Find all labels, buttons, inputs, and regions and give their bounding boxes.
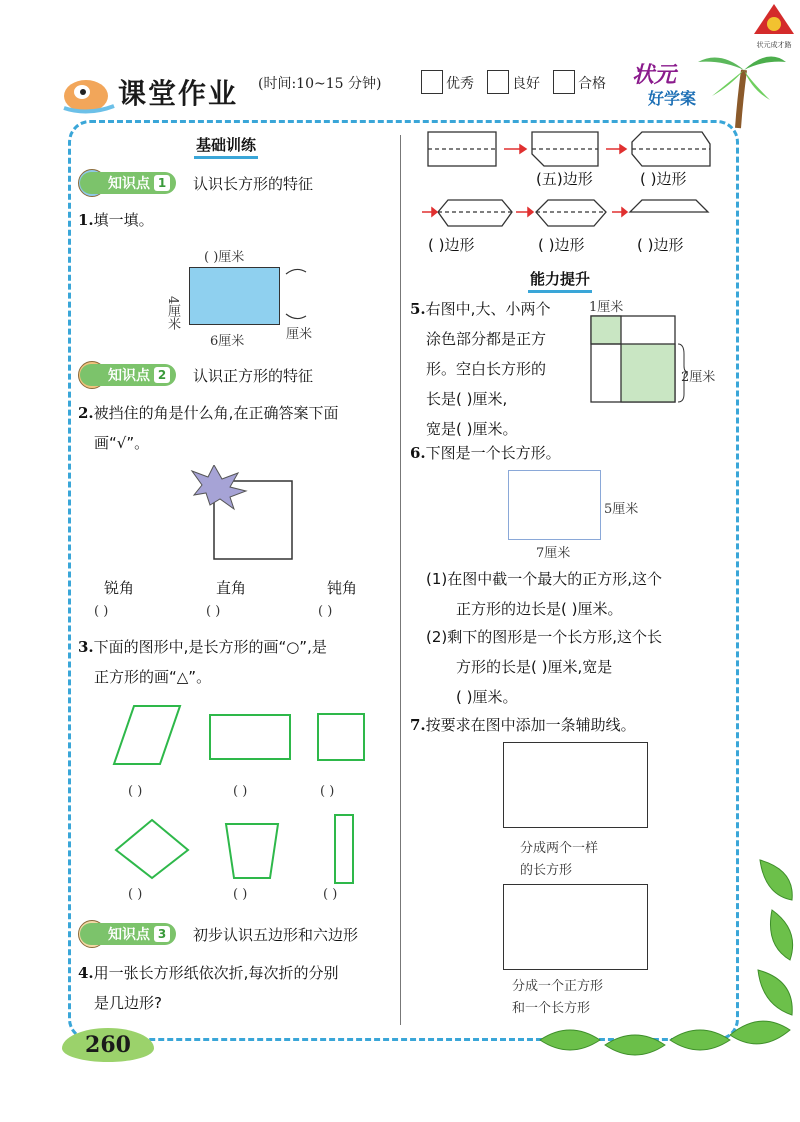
q6-sub1-line2: 正方形的边长是( )厘米。 bbox=[456, 600, 623, 618]
column-divider bbox=[400, 135, 401, 1025]
question-number: 5. bbox=[410, 300, 426, 318]
q3-paren-2[interactable]: ( ) bbox=[233, 784, 248, 799]
q3-shapes bbox=[110, 700, 390, 890]
option-obtuse: 钝角 bbox=[327, 579, 358, 597]
kp3-title: 初步认识五边形和六边形 bbox=[193, 926, 359, 944]
option-right: 直角 bbox=[216, 579, 247, 597]
corner-logo-icon bbox=[752, 2, 796, 49]
q1-left-label: 4厘米 bbox=[165, 296, 180, 331]
rating-label-good: 良好 bbox=[512, 76, 540, 92]
question-number: 2. bbox=[78, 404, 94, 422]
q5-line-2: 涂色部分都是正方 bbox=[426, 330, 547, 348]
kp2-title: 认识正方形的特征 bbox=[193, 367, 314, 385]
rating-checkbox-good[interactable] bbox=[487, 70, 509, 94]
rating-label-excellent: 优秀 bbox=[446, 76, 474, 92]
brand-bottom: 好学案 bbox=[648, 89, 697, 108]
rating-checkbox-excellent[interactable] bbox=[421, 70, 443, 94]
page-number: 260 bbox=[62, 1028, 154, 1062]
question-text: 填一填。 bbox=[93, 211, 154, 229]
q6-sub2-line3: ( )厘米。 bbox=[456, 688, 518, 706]
shape-thin-rectangle bbox=[335, 815, 353, 883]
rating-checkbox-pass[interactable] bbox=[553, 70, 575, 94]
q3-paren-4[interactable]: ( ) bbox=[128, 887, 143, 902]
fold-label-5: ( )边形 bbox=[637, 236, 684, 254]
rating-label-pass: 合格 bbox=[578, 76, 606, 92]
question-text: 下图是一个长方形。 bbox=[425, 444, 561, 462]
question-number: 6. bbox=[410, 444, 426, 462]
answer-paren-obtuse[interactable]: ( ) bbox=[318, 604, 333, 619]
fold-label-1: (五)边形 bbox=[536, 170, 593, 188]
question-5 bbox=[410, 294, 590, 444]
q1-right-label: 厘米 bbox=[286, 327, 313, 342]
question-text-line1: 用一张长方形纸依次折,每次折的分别 bbox=[93, 964, 339, 982]
q1-right-paren bbox=[282, 264, 312, 324]
shape-trapezoid bbox=[226, 824, 278, 878]
q1-top-label: ( )厘米 bbox=[204, 250, 245, 265]
q6-sub2-line1: (2)剩下的图形是一个长方形,这个长 bbox=[426, 628, 663, 646]
question-2 bbox=[78, 398, 398, 458]
badge-number: 2 bbox=[154, 367, 170, 383]
q6-bottom-label: 7厘米 bbox=[536, 546, 571, 561]
knowledge-badge-1 bbox=[80, 172, 176, 194]
q6-right-label: 5厘米 bbox=[604, 502, 639, 517]
badge-number: 3 bbox=[154, 926, 170, 942]
fold-label-2: ( )边形 bbox=[640, 170, 687, 188]
shape-square bbox=[318, 714, 364, 760]
q1-bottom-label: 6厘米 bbox=[210, 334, 245, 349]
knowledge-badge-2 bbox=[80, 364, 176, 386]
question-text-line2: 正方形的画“△”。 bbox=[94, 668, 212, 686]
fold-label-4: ( )边形 bbox=[538, 236, 585, 254]
question-text-line2: 画“√”。 bbox=[94, 434, 150, 452]
section-title-basic: 基础训练 bbox=[194, 134, 258, 159]
q5-line-1: 右图中,大、小两个 bbox=[425, 300, 551, 318]
question-number: 4. bbox=[78, 964, 94, 982]
question-text-line2: 是几边形? bbox=[94, 994, 162, 1012]
q6-rectangle[interactable] bbox=[508, 470, 601, 540]
palm-tree-icon bbox=[690, 40, 790, 130]
option-acute: 锐角 bbox=[104, 579, 135, 597]
question-text: 按要求在图中添加一条辅助线。 bbox=[425, 716, 636, 734]
question-number: 1. bbox=[78, 211, 94, 229]
q7-caption-1-line2: 的长方形 bbox=[520, 863, 573, 878]
q6-sub2 bbox=[426, 622, 736, 712]
question-6 bbox=[410, 438, 561, 468]
question-text-line1: 下面的图形中,是长方形的画“○”,是 bbox=[93, 638, 327, 656]
q5-figure bbox=[590, 314, 730, 406]
q2-angle-figure bbox=[190, 465, 300, 565]
q5-small-label: 1厘米 bbox=[589, 300, 624, 315]
q6-sub1-line1: (1)在图中截一个最大的正方形,这个 bbox=[426, 570, 663, 588]
question-3 bbox=[78, 632, 398, 692]
q7-rectangle-1[interactable] bbox=[503, 742, 648, 828]
q1-rectangle bbox=[189, 267, 280, 325]
q5-right-label: 2厘米 bbox=[681, 370, 716, 385]
time-note: (时间:10~15 分钟) bbox=[258, 76, 382, 92]
q6-sub2-line2: 方形的长是( )厘米,宽是 bbox=[456, 658, 613, 676]
fold-label-3: ( )边形 bbox=[428, 236, 475, 254]
q3-paren-3[interactable]: ( ) bbox=[320, 784, 335, 799]
q7-caption-2-line1: 分成一个正方形 bbox=[512, 979, 604, 994]
question-number: 7. bbox=[410, 716, 426, 734]
q3-paren-1[interactable]: ( ) bbox=[128, 784, 143, 799]
q3-paren-6[interactable]: ( ) bbox=[323, 887, 338, 902]
page-title: 课堂作业 bbox=[118, 77, 239, 110]
q3-paren-5[interactable]: ( ) bbox=[233, 887, 248, 902]
shape-parallelogram bbox=[114, 706, 180, 764]
answer-paren-right[interactable]: ( ) bbox=[206, 604, 221, 619]
brand-top: 状元 bbox=[632, 62, 677, 88]
badge-label: 知识点 bbox=[108, 927, 150, 943]
q5-line-5: 宽是( )厘米。 bbox=[426, 420, 518, 438]
kp1-title: 认识长方形的特征 bbox=[193, 175, 314, 193]
section-title-advanced: 能力提升 bbox=[528, 268, 592, 293]
badge-label: 知识点 bbox=[108, 368, 150, 384]
question-7 bbox=[410, 710, 636, 740]
shape-rhombus bbox=[116, 820, 188, 878]
q6-sub1 bbox=[426, 564, 736, 624]
corner-logo-text: 状元成才路 bbox=[756, 41, 792, 49]
leaves-decoration-icon bbox=[510, 840, 800, 1080]
question-text-line1: 被挡住的角是什么角,在正确答案下面 bbox=[93, 404, 339, 422]
q5-line-4: 长是( )厘米, bbox=[426, 390, 508, 408]
q7-caption-2-line2: 和一个长方形 bbox=[512, 1001, 591, 1016]
question-number: 3. bbox=[78, 638, 94, 656]
badge-label: 知识点 bbox=[108, 176, 150, 192]
question-4 bbox=[78, 958, 398, 1018]
mascot-icon bbox=[58, 70, 118, 116]
q5-line-3: 形。空白长方形的 bbox=[426, 360, 547, 378]
shape-long-rectangle bbox=[210, 715, 290, 759]
badge-number: 1 bbox=[154, 175, 170, 191]
q7-caption-1-line1: 分成两个一样 bbox=[520, 841, 599, 856]
answer-paren-acute[interactable]: ( ) bbox=[94, 604, 109, 619]
knowledge-badge-3 bbox=[80, 923, 176, 945]
question-1 bbox=[78, 205, 154, 235]
